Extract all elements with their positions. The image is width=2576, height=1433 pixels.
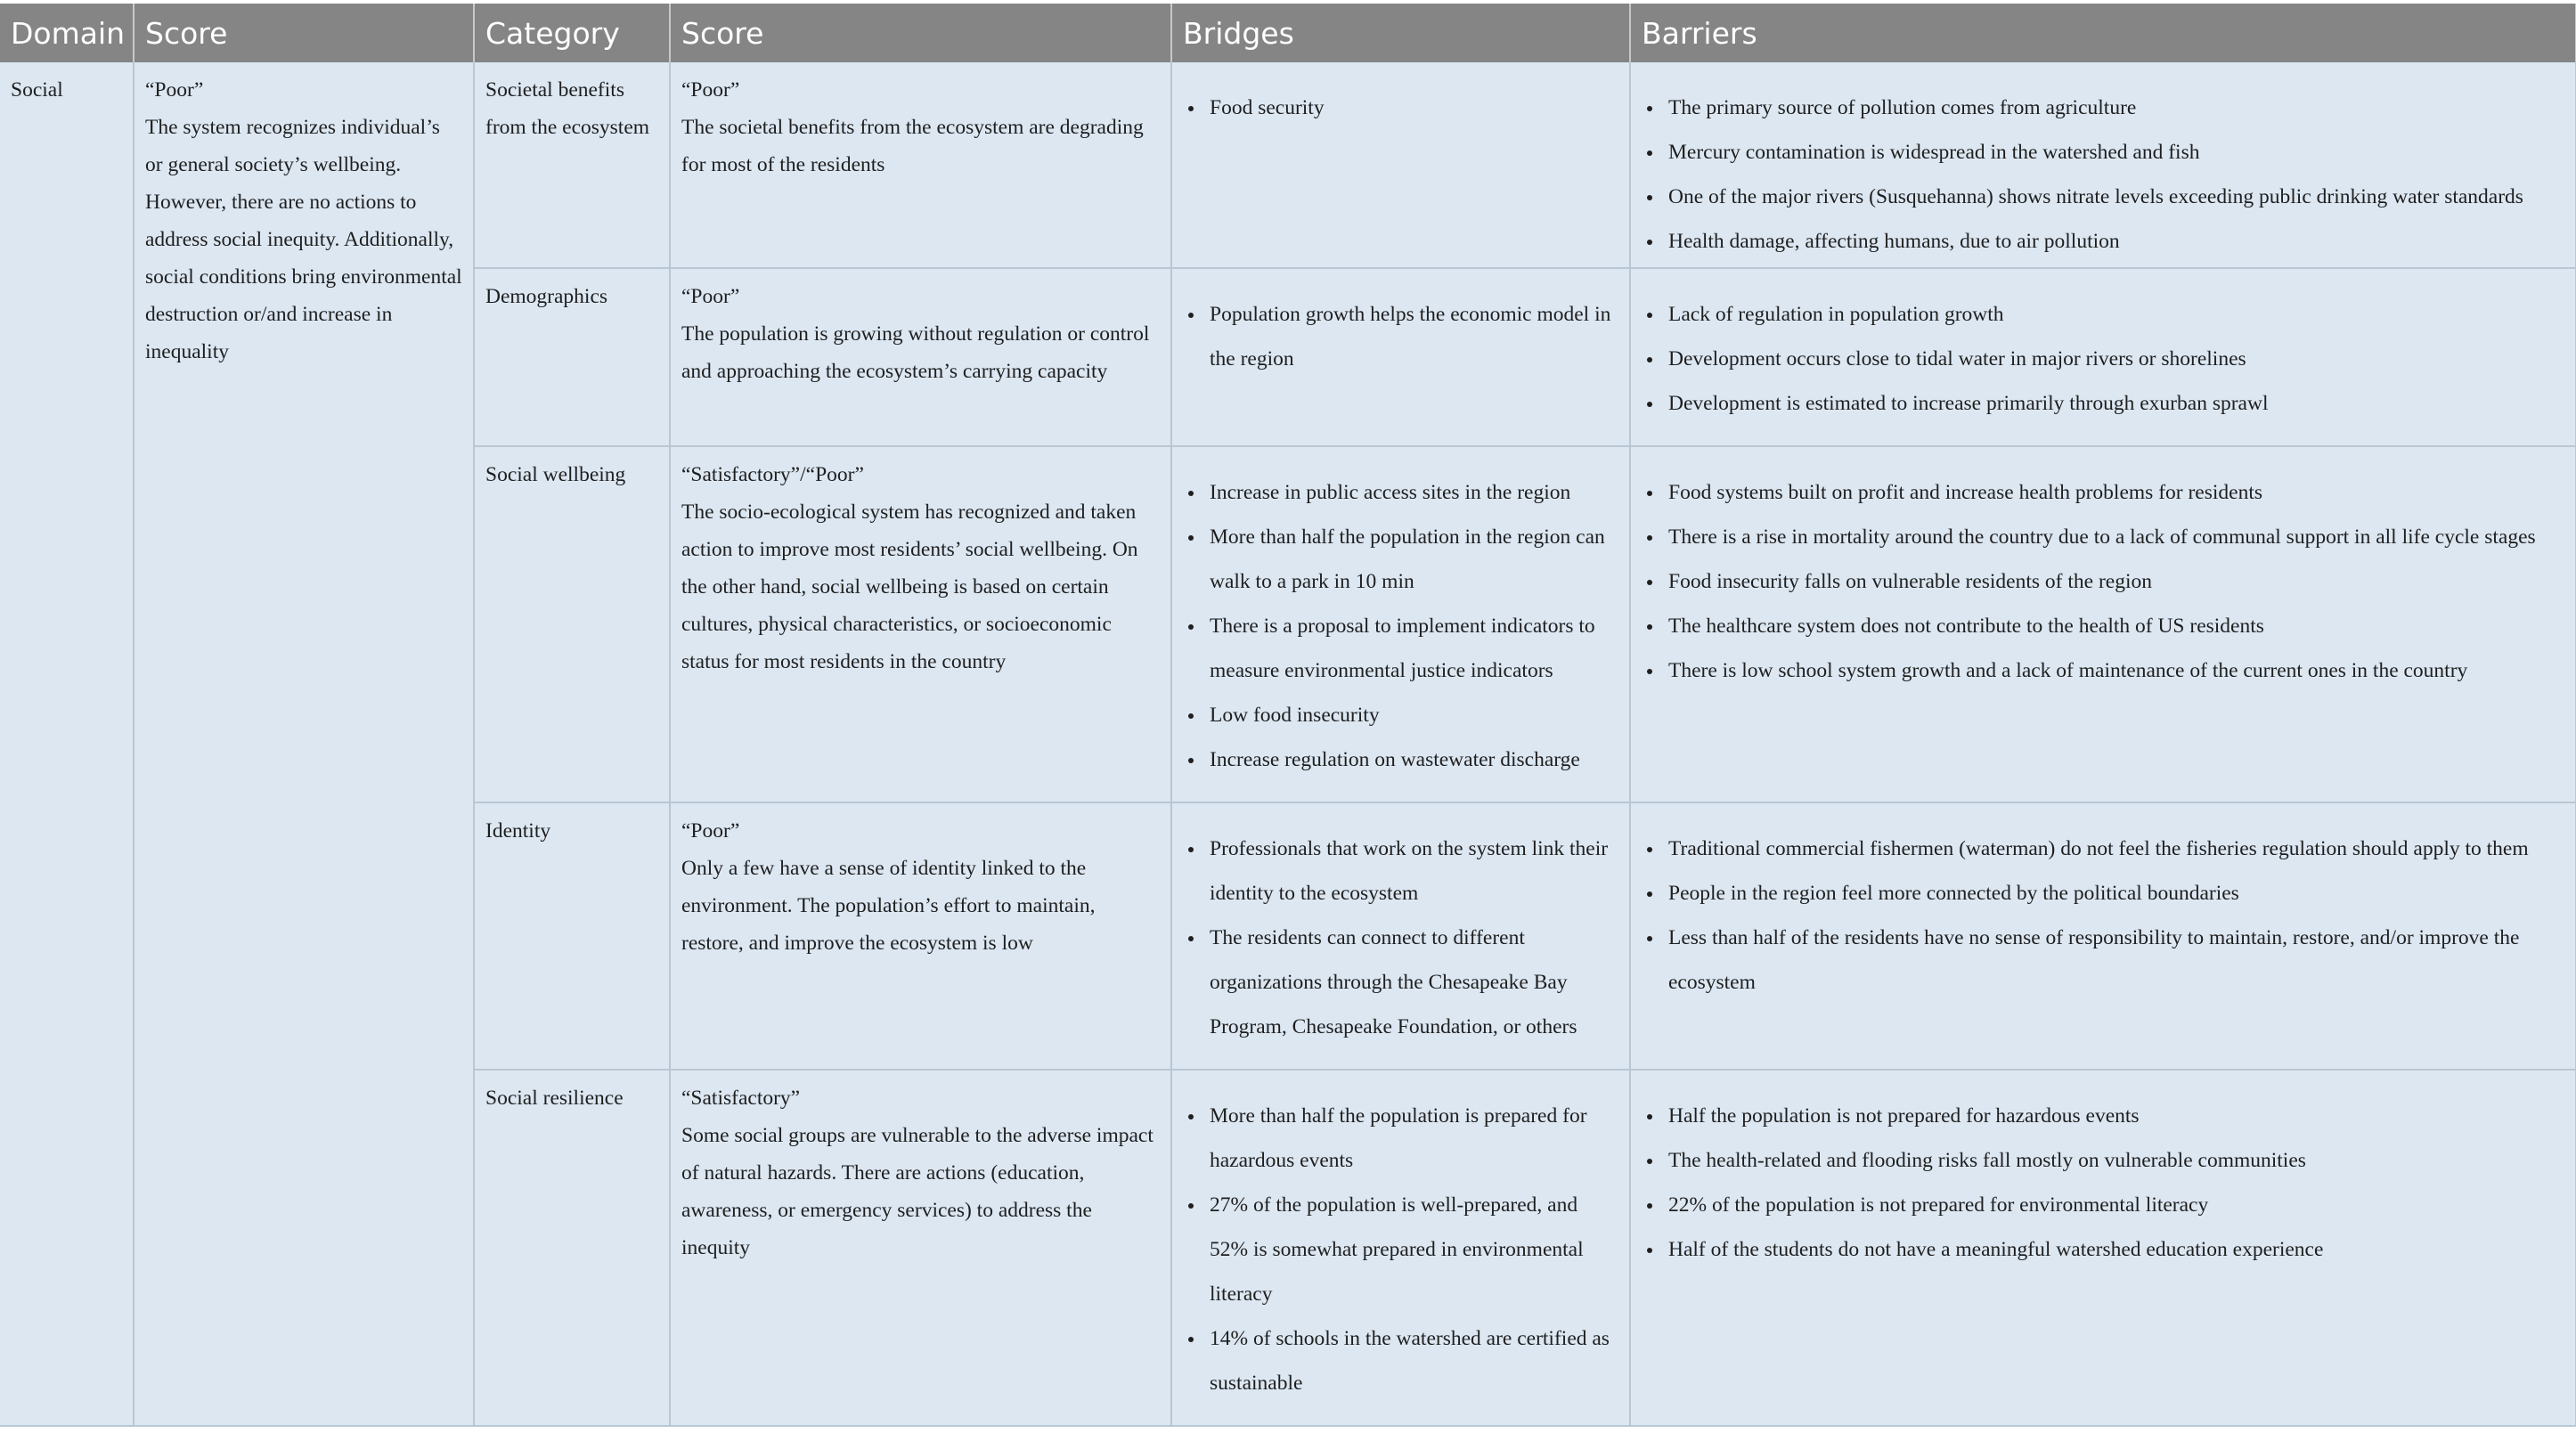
list-item: One of the major rivers (Susquehanna) shows nitrate levels exceeding public drinking water standards [1668, 175, 2564, 219]
domain-score-label: “Poor” [145, 78, 204, 102]
list-item: Lack of regulation in population growth [1668, 292, 2564, 337]
barriers-cell [1630, 1070, 2576, 1426]
header-domain-score: Score [134, 4, 474, 62]
bridges-cell [1171, 268, 1630, 446]
category-label: Identity [485, 819, 551, 843]
domain-cell [0, 62, 134, 1426]
header-domain: Domain [0, 4, 134, 62]
score-text: The socio-ecological system has recognized and taken action to improve most residents’ social wellbeing. On the other hand, social wellbeing is based on certain cultures, physical characteristics, or socioeconomic status for most residents in the country [681, 501, 1138, 673]
category-label: Societal benefits from the ecosystem [485, 78, 650, 139]
category-score-cell [670, 802, 1171, 1070]
bridges-list [1183, 470, 1618, 782]
header-bridges: Bridges [1171, 4, 1630, 62]
list-item: More than half the population in the region can walk to a park in 10 min [1210, 515, 1618, 604]
list-item: 27% of the population is well-prepared, and 52% is somewhat prepared in environmental literacy [1210, 1183, 1618, 1316]
score-label: “Poor” [681, 819, 740, 843]
list-item: There is a rise in mortality around the country due to a lack of communal support in all life cycle stages [1668, 515, 2564, 559]
barriers-list [1642, 292, 2564, 426]
category-cell [474, 1070, 670, 1426]
list-item: Low food insecurity [1210, 693, 1618, 737]
list-item: The residents can connect to different organizations through the Chesapeake Bay Program, Chesapeake Foundation, or others [1210, 916, 1618, 1049]
list-item: People in the region feel more connected by the political boundaries [1668, 871, 2564, 916]
barriers-cell [1630, 802, 2576, 1070]
score-label: “Poor” [681, 285, 740, 308]
list-item: Increase in public access sites in the region [1210, 470, 1618, 515]
list-item: There is a proposal to implement indicators to measure environmental justice indicators [1210, 604, 1618, 693]
list-item: Food insecurity falls on vulnerable residents of the region [1668, 559, 2564, 604]
score-label: “Satisfactory” [681, 1087, 801, 1110]
category-score-cell [670, 1070, 1171, 1426]
domain-name: Social [11, 78, 63, 102]
list-item: 22% of the population is not prepared for environmental literacy [1668, 1183, 2564, 1227]
list-item: Increase regulation on wastewater discharge [1210, 737, 1618, 782]
list-item: Professionals that work on the system link their identity to the ecosystem [1210, 826, 1618, 916]
category-score-cell [670, 268, 1171, 446]
list-item: Development is estimated to increase primarily through exurban sprawl [1668, 381, 2564, 426]
list-item: Food systems built on profit and increase health problems for residents [1668, 470, 2564, 515]
list-item: Food security [1210, 85, 1618, 130]
list-item: The primary source of pollution comes from agriculture [1668, 85, 2564, 130]
list-item: 14% of schools in the watershed are certified as sustainable [1210, 1316, 1618, 1405]
list-item: More than half the population is prepared for hazardous events [1210, 1094, 1618, 1183]
bridges-list [1183, 292, 1618, 381]
score-label: “Satisfactory”/“Poor” [681, 463, 864, 486]
list-item: Half of the students do not have a meaningful watershed education experience [1668, 1227, 2564, 1272]
list-item: Health damage, affecting humans, due to air pollution [1668, 219, 2564, 264]
bridges-cell [1171, 62, 1630, 268]
category-cell [474, 802, 670, 1070]
bridges-list [1183, 1094, 1618, 1405]
barriers-list [1642, 1094, 2564, 1272]
score-label: “Poor” [681, 78, 740, 102]
bridges-list [1183, 85, 1618, 130]
assessment-table [0, 4, 2576, 1427]
list-item: Traditional commercial fishermen (waterman) do not feel the fisheries regulation should apply to them [1668, 826, 2564, 871]
barriers-cell [1630, 268, 2576, 446]
header-barriers: Barriers [1630, 4, 2576, 62]
list-item: There is low school system growth and a lack of maintenance of the current ones in the country [1668, 648, 2564, 693]
domain-score-cell [134, 62, 474, 1426]
header-category-score: Score [670, 4, 1171, 62]
bridges-cell [1171, 446, 1630, 802]
score-text: Only a few have a sense of identity linked to the environment. The population’s effort to maintain, restore, and improve the ecosystem is low [681, 857, 1096, 955]
score-text: The societal benefits from the ecosystem are degrading for most of the residents [681, 116, 1144, 176]
barriers-cell [1630, 446, 2576, 802]
list-item: The health-related and flooding risks fall mostly on vulnerable communities [1668, 1138, 2564, 1183]
domain-score-text: The system recognizes individual’s or general society’s wellbeing. However, there are no actions to address social inequity. Additionally, social conditions bring environmental destruction or/and increase in inequality [145, 116, 462, 363]
category-label: Social resilience [485, 1087, 624, 1110]
list-item: The healthcare system does not contribute to the health of US residents [1668, 604, 2564, 648]
list-item: Half the population is not prepared for hazardous events [1668, 1094, 2564, 1138]
bridges-list [1183, 826, 1618, 1049]
bridges-cell [1171, 1070, 1630, 1426]
list-item: Population growth helps the economic model in the region [1210, 292, 1618, 381]
category-cell [474, 268, 670, 446]
category-label: Demographics [485, 285, 608, 308]
barriers-list [1642, 826, 2564, 1005]
list-item: Development occurs close to tidal water in major rivers or shorelines [1668, 337, 2564, 381]
header-category: Category [474, 4, 670, 62]
barriers-cell [1630, 62, 2576, 268]
category-cell [474, 62, 670, 268]
list-item: Mercury contamination is widespread in the watershed and fish [1668, 130, 2564, 175]
category-cell [474, 446, 670, 802]
barriers-list [1642, 85, 2564, 264]
score-text: The population is growing without regulation or control and approaching the ecosystem’s carrying capacity [681, 322, 1150, 383]
category-score-cell [670, 446, 1171, 802]
category-score-cell [670, 62, 1171, 268]
score-text: Some social groups are vulnerable to the adverse impact of natural hazards. There are actions (education, awareness, or emergency services) to address the inequity [681, 1124, 1153, 1259]
barriers-list [1642, 470, 2564, 693]
list-item: Less than half of the residents have no sense of responsibility to maintain, restore, and/or improve the ecosystem [1668, 916, 2564, 1005]
bridges-cell [1171, 802, 1630, 1070]
category-label: Social wellbeing [485, 463, 626, 486]
header-row [0, 4, 2576, 62]
table-row [0, 62, 2576, 268]
